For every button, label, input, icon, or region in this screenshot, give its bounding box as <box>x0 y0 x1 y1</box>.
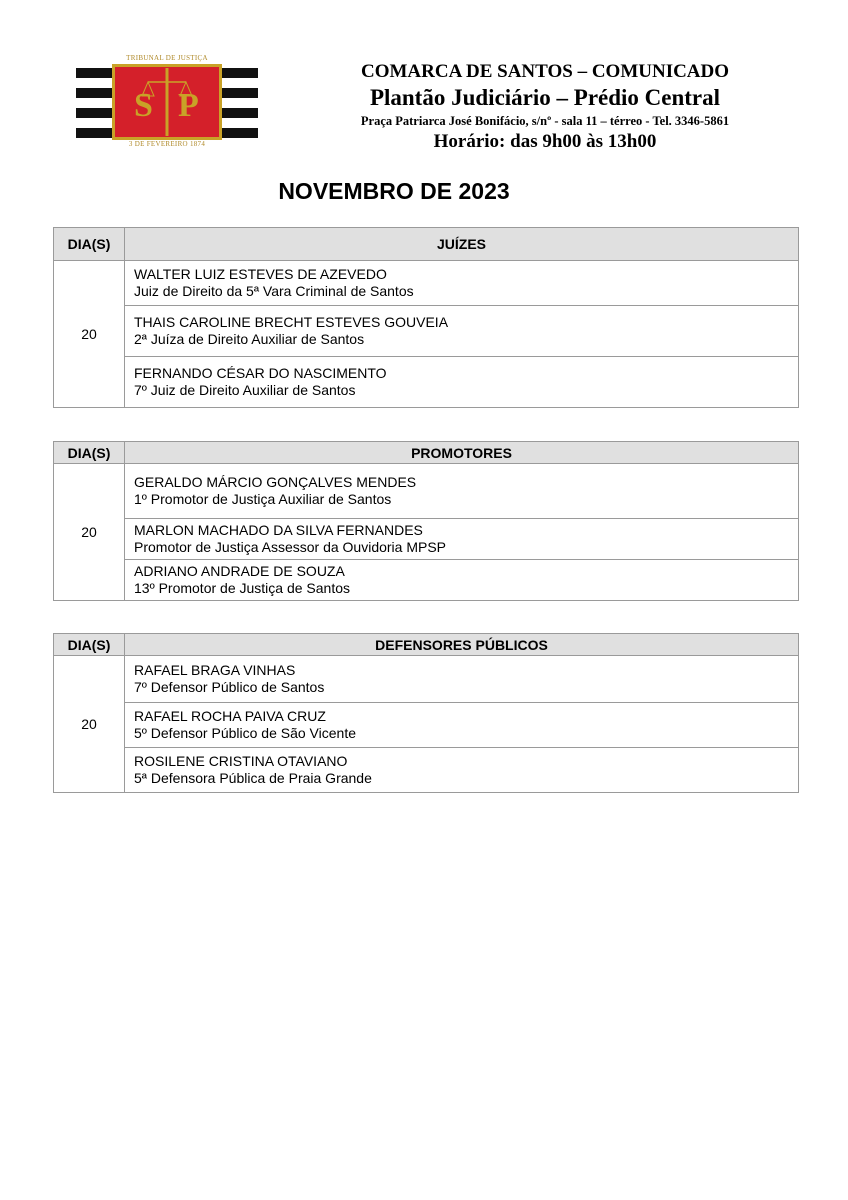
person-cell <box>125 703 799 748</box>
person-role: 7º Defensor Público de Santos <box>134 679 325 695</box>
person-name: THAIS CAROLINE BRECHT ESTEVES GOUVEIA <box>134 314 449 330</box>
person-cell <box>125 560 799 601</box>
person-role: Juiz de Direito da 5ª Vara Criminal de Santos <box>134 283 414 299</box>
day-cell: 20 <box>54 656 125 793</box>
seal-emblem-icon <box>76 64 258 140</box>
logo-letter-p: P <box>178 87 199 124</box>
person-role: 1º Promotor de Justiça Auxiliar de Santos <box>134 491 392 507</box>
day-cell: 20 <box>54 261 125 408</box>
person-role: 7º Juiz de Direito Auxiliar de Santos <box>134 382 356 398</box>
table-row <box>54 656 799 703</box>
person-role: Promotor de Justiça Assessor da Ouvidoria MPSP <box>134 539 447 555</box>
person-role: 5ª Defensora Pública de Praia Grande <box>134 770 372 786</box>
person-role: 13º Promotor de Justiça de Santos <box>134 580 351 596</box>
person-cell <box>125 656 799 703</box>
column-header-day: DIA(S) <box>54 442 125 464</box>
prosecutors-table <box>53 441 799 601</box>
column-header-day: DIA(S) <box>54 634 125 656</box>
table-row <box>54 748 799 793</box>
table-row <box>54 306 799 357</box>
person-name: RAFAEL BRAGA VINHAS <box>134 662 296 678</box>
person-cell <box>125 357 799 408</box>
person-name: ADRIANO ANDRADE DE SOUZA <box>134 563 345 579</box>
person-name: MARLON MACHADO DA SILVA FERNANDES <box>134 522 423 538</box>
person-cell <box>125 261 799 306</box>
person-name: ROSILENE CRISTINA OTAVIANO <box>134 753 348 769</box>
column-header-defenders: DEFENSORES PÚBLICOS <box>125 634 799 656</box>
table-row <box>54 261 799 306</box>
judges-table <box>53 227 799 408</box>
table-row <box>54 560 799 601</box>
person-cell <box>125 464 799 519</box>
public-defenders-table <box>53 633 799 793</box>
column-header-prosecutors: PROMOTORES <box>125 442 799 464</box>
header-title: COMARCA DE SANTOS – COMUNICADO <box>360 61 730 82</box>
table-row <box>54 464 799 519</box>
person-cell <box>125 519 799 560</box>
person-role: 5º Defensor Público de São Vicente <box>134 725 356 741</box>
day-cell: 20 <box>54 464 125 601</box>
table-row <box>54 703 799 748</box>
table-row <box>54 519 799 560</box>
header-hours: Horário: das 9h00 às 13h00 <box>433 131 657 152</box>
person-name: GERALDO MÁRCIO GONÇALVES MENDES <box>134 474 417 490</box>
header-address: Praça Patriarca José Bonifácio, s/nº - sala 11 – térreo - Tel. 3346-5861 <box>360 114 730 128</box>
person-name: FERNANDO CÉSAR DO NASCIMENTO <box>134 365 387 381</box>
logo-bottom-text: 3 DE FEVEREIRO 1874 <box>128 140 206 148</box>
person-cell <box>125 306 799 357</box>
court-logo <box>76 54 258 152</box>
person-role: 2ª Juíza de Direito Auxiliar de Santos <box>134 331 365 347</box>
column-header-day: DIA(S) <box>54 228 125 261</box>
person-cell <box>125 748 799 793</box>
logo-top-text: TRIBUNAL DE JUSTIÇA <box>126 54 208 62</box>
document-header <box>300 60 790 154</box>
person-name: RAFAEL ROCHA PAIVA CRUZ <box>134 708 326 724</box>
month-title: NOVEMBRO DE 2023 <box>278 178 510 204</box>
header-subtitle: Plantão Judiciário – Prédio Central <box>369 85 721 110</box>
table-row <box>54 357 799 408</box>
column-header-judges: JUÍZES <box>125 228 799 261</box>
logo-letter-s: S <box>134 87 153 124</box>
person-name: WALTER LUIZ ESTEVES DE AZEVEDO <box>134 266 387 282</box>
